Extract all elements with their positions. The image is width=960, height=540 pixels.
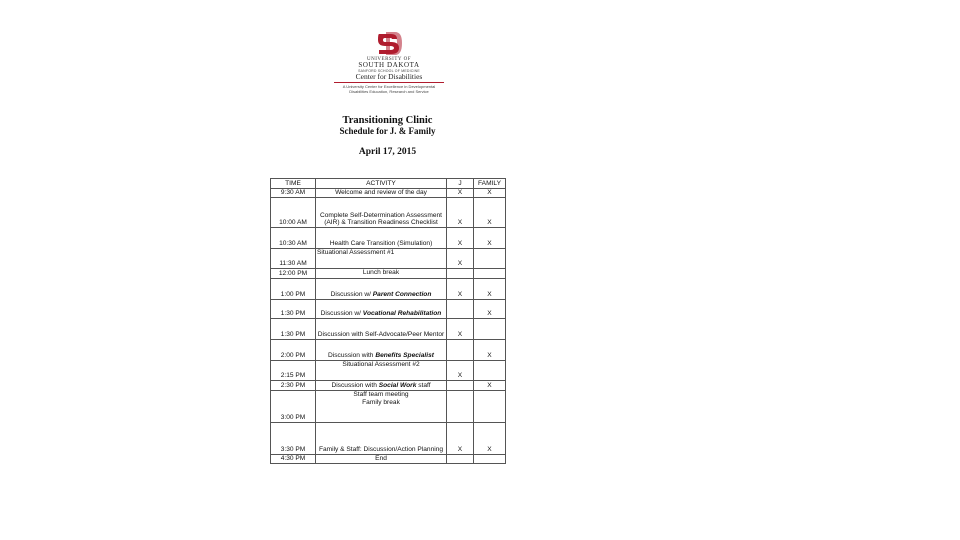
table-row bbox=[271, 423, 506, 455]
cell-j bbox=[447, 300, 474, 319]
cell-family bbox=[474, 361, 506, 381]
cell-j: X bbox=[447, 198, 474, 228]
activity-partner: Benefits Specialist bbox=[375, 352, 434, 360]
activity-line-1: Staff team meeting bbox=[353, 391, 409, 398]
cell-time: 2:15 PM bbox=[271, 361, 316, 381]
activity-line-2: Family break bbox=[362, 398, 400, 406]
header-time: TIME bbox=[271, 179, 316, 189]
cell-activity: Health Care Transition (Simulation) bbox=[316, 228, 447, 249]
cell-j: X bbox=[447, 189, 474, 198]
cell-family: X bbox=[474, 228, 506, 249]
cell-family bbox=[474, 249, 506, 269]
table-row bbox=[271, 279, 506, 300]
cell-activity: Family & Staff: Discussion/Action Planning bbox=[316, 423, 447, 455]
cell-time: 10:30 AM bbox=[271, 228, 316, 249]
table-row bbox=[271, 319, 506, 340]
cell-activity: Situational Assessment #1 bbox=[316, 249, 447, 269]
cell-j: X bbox=[447, 249, 474, 269]
table-row bbox=[271, 189, 506, 198]
logo-center-line: Center for Disabilities bbox=[355, 72, 423, 81]
table-header-row bbox=[271, 179, 506, 189]
cell-j: X bbox=[447, 228, 474, 249]
cell-family: X bbox=[474, 279, 506, 300]
cell-family: X bbox=[474, 198, 506, 228]
table-row bbox=[271, 300, 506, 319]
cell-time: 12:00 PM bbox=[271, 269, 316, 279]
cell-time: 3:00 PM bbox=[271, 391, 316, 423]
cell-family: X bbox=[474, 381, 506, 391]
document-title: Transitioning Clinic bbox=[342, 115, 433, 126]
cell-family: X bbox=[474, 340, 506, 361]
activity-text: Discussion with bbox=[328, 352, 376, 360]
cell-j bbox=[447, 269, 474, 279]
header-family: FAMILY bbox=[474, 179, 506, 189]
cell-j bbox=[447, 455, 474, 464]
activity-partner: Social Work bbox=[378, 382, 417, 390]
document-date: April 17, 2015 bbox=[358, 147, 417, 157]
header-activity: ACTIVITY bbox=[316, 179, 447, 189]
document-subtitle: Schedule for J. & Family bbox=[339, 126, 436, 136]
cell-j: X bbox=[447, 279, 474, 300]
cell-time: 1:00 PM bbox=[271, 279, 316, 300]
cell-time: 10:00 AM bbox=[271, 198, 316, 228]
cell-activity bbox=[316, 340, 447, 361]
cell-time: 4:30 PM bbox=[271, 455, 316, 464]
cell-j: X bbox=[447, 319, 474, 340]
header-j: J bbox=[447, 179, 474, 189]
cell-time: 1:30 PM bbox=[271, 300, 316, 319]
cell-time: 3:30 PM bbox=[271, 423, 316, 455]
cell-time: 9:30 AM bbox=[271, 189, 316, 198]
table-row bbox=[271, 228, 506, 249]
logo-divider bbox=[334, 82, 444, 83]
logo-tagline-2: Disabilities Education, Research and Service bbox=[349, 89, 429, 94]
table-row bbox=[271, 249, 506, 269]
cell-activity: Situational Assessment #2 bbox=[316, 361, 447, 381]
table-row bbox=[271, 361, 506, 381]
cell-activity: Discussion with Self-Advocate/Peer Mentor bbox=[316, 319, 447, 340]
cell-activity: End bbox=[316, 455, 447, 464]
cell-j bbox=[447, 340, 474, 361]
cell-activity bbox=[316, 300, 447, 319]
logo-state-line: SOUTH DAKOTA bbox=[358, 61, 420, 69]
activity-text: Discussion w/ bbox=[320, 310, 363, 318]
table-row bbox=[271, 391, 506, 423]
cell-family: X bbox=[474, 189, 506, 198]
table-row bbox=[271, 198, 506, 228]
cell-time: 1:30 PM bbox=[271, 319, 316, 340]
cell-time: 2:30 PM bbox=[271, 381, 316, 391]
cell-family bbox=[474, 391, 506, 423]
cell-activity: Complete Self-Determination Assessment (AIR) & Transition Readiness Checklist bbox=[316, 198, 447, 228]
cell-j: X bbox=[447, 361, 474, 381]
sd-monogram-icon bbox=[375, 30, 403, 56]
cell-family bbox=[474, 319, 506, 340]
cell-j bbox=[447, 381, 474, 391]
cell-activity bbox=[316, 381, 447, 391]
university-logo bbox=[334, 28, 444, 98]
cell-j bbox=[447, 391, 474, 423]
table-row bbox=[271, 340, 506, 361]
cell-time: 2:00 PM bbox=[271, 340, 316, 361]
table-row bbox=[271, 455, 506, 464]
cell-family: X bbox=[474, 300, 506, 319]
activity-partner: Parent Connection bbox=[372, 291, 432, 299]
cell-family bbox=[474, 269, 506, 279]
activity-text: Discussion with bbox=[331, 382, 379, 390]
table-row bbox=[271, 269, 506, 279]
cell-family bbox=[474, 455, 506, 464]
logo-tagline-1: A University Center for Excellence in Developmental bbox=[342, 84, 436, 89]
logo-university-line: UNIVERSITY OF bbox=[367, 57, 411, 62]
cell-activity: Lunch break bbox=[316, 269, 447, 279]
schedule-document bbox=[265, 28, 510, 480]
logo-school-line: SANFORD SCHOOL OF MEDICINE bbox=[358, 69, 420, 73]
cell-j: X bbox=[447, 423, 474, 455]
schedule-table bbox=[270, 178, 506, 464]
cell-activity: Welcome and review of the day bbox=[316, 189, 447, 198]
cell-activity bbox=[316, 279, 447, 300]
activity-partner: Vocational Rehabilitation bbox=[362, 310, 442, 318]
table-row bbox=[271, 381, 506, 391]
activity-text-suffix: staff bbox=[416, 382, 431, 390]
cell-activity bbox=[316, 391, 447, 423]
cell-family: X bbox=[474, 423, 506, 455]
cell-time: 11:30 AM bbox=[271, 249, 316, 269]
activity-text: Discussion w/ bbox=[330, 291, 373, 299]
